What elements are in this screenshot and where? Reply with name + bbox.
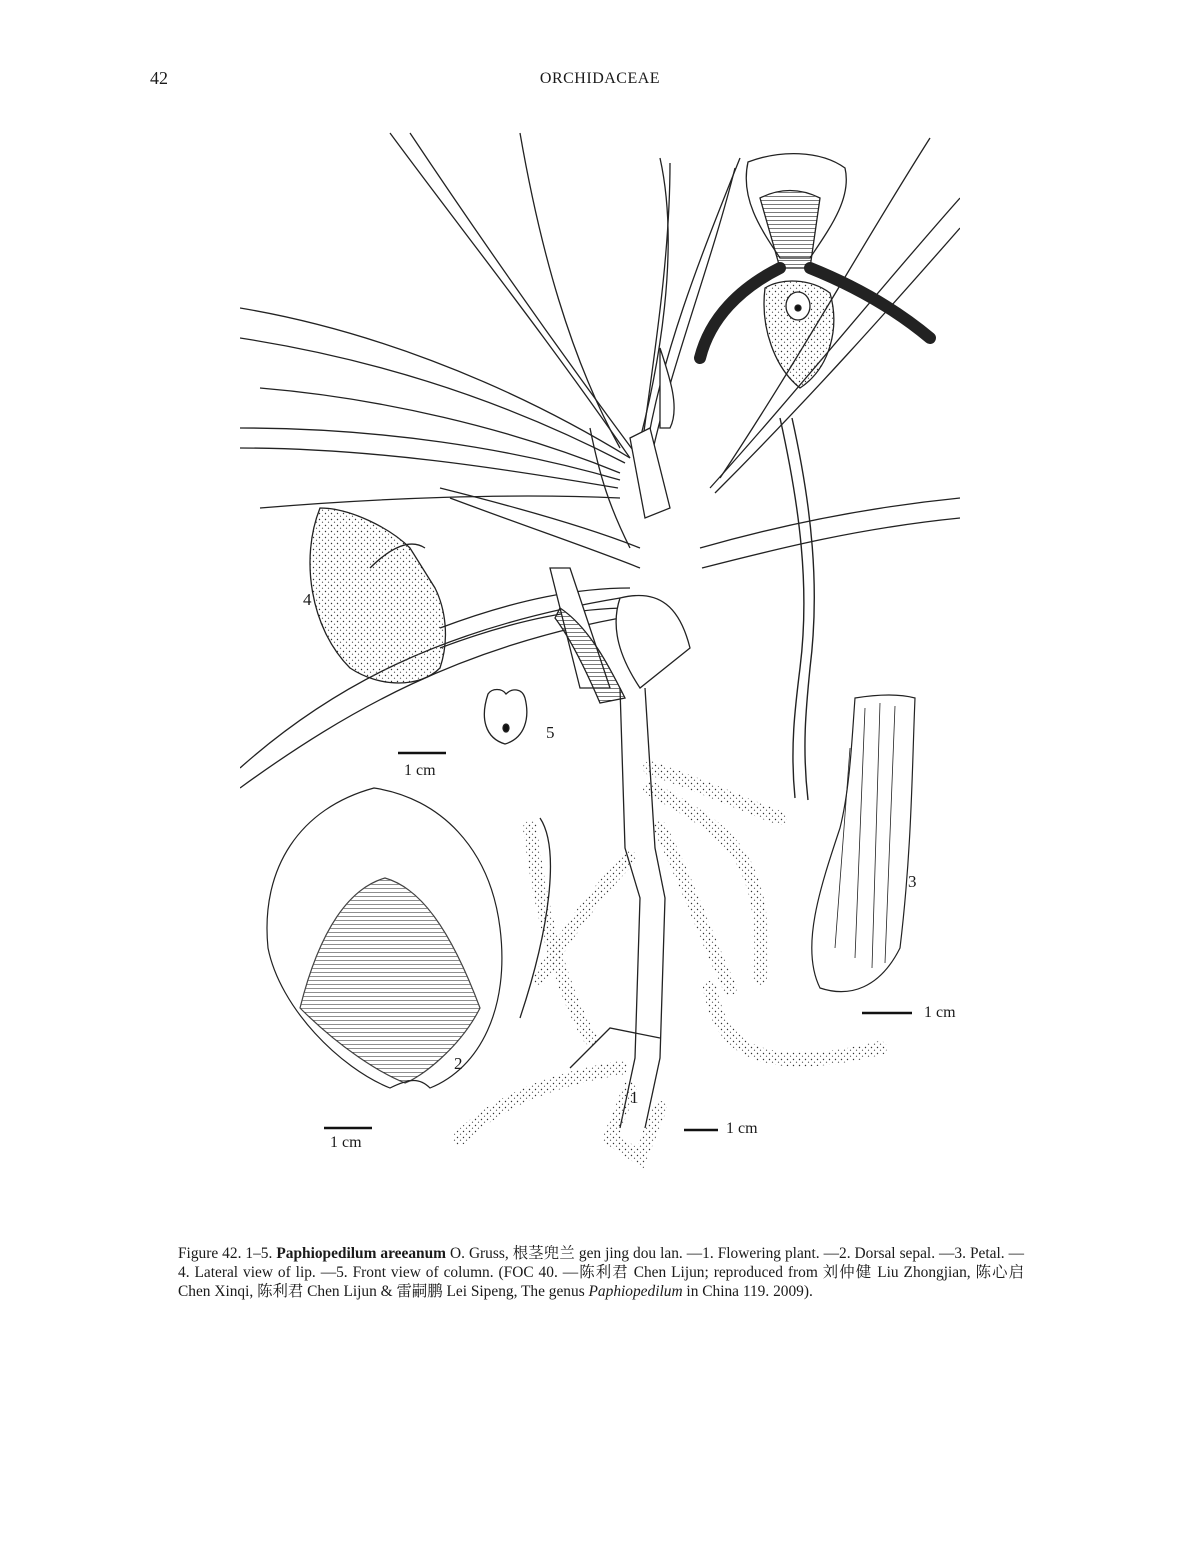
scale-label-petal: 1 cm [924,1004,956,1021]
botanical-illustration [240,128,960,1168]
caption-body: O. Gruss, 根茎兜兰 gen jing dou lan. —1. Flowering plant. —2. Dorsal sepal. —3. Petal. —4. Lateral view of lip. —5. Front view of column. (FOC 40. —陈利君 Chen Lijun; reproduced from 刘仲健 Liu Zhongjian, 陈心启 Chen Xinqi, 陈利君 Chen Lijun & 雷嗣鹏 Lei Sipeng, The genus [178,1245,1024,1300]
caption-lead: Figure 42. 1–5. [178,1245,277,1262]
petal [812,695,915,992]
dorsal-sepal [267,788,502,1088]
scale-label-plant: 1 cm [726,1120,758,1137]
genus-name: Paphiopedilum [588,1283,683,1300]
column-front-view [484,690,526,745]
flower-stalk [780,418,814,800]
part-label-5: 5 [546,723,555,742]
scale-label-sepal: 1 cm [330,1134,362,1151]
running-title: ORCHIDACEAE [539,70,661,87]
part-label-2: 2 [454,1054,463,1073]
part-label-1: 1 [630,1088,639,1107]
figure-caption [178,1244,1024,1301]
part-label-4: 4 [303,590,312,609]
lip-lateral-view [310,508,445,683]
scale-label-lip: 1 cm [404,762,436,779]
part-label-3: 3 [908,872,917,891]
page-number: 42 [150,68,168,88]
flower [700,154,930,388]
caption-tail: in China 119. 2009). [682,1283,813,1300]
figure-plate [240,128,960,1168]
species-name: Paphiopedilum areeanum [276,1245,446,1262]
